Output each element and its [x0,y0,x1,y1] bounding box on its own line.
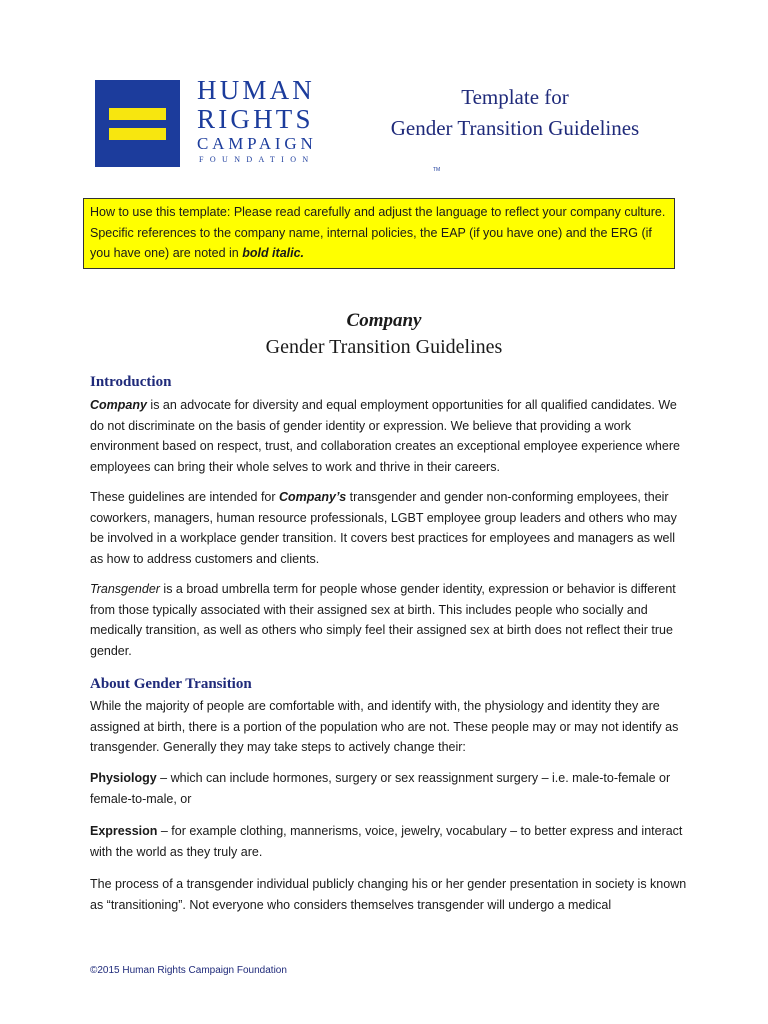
physiology-paragraph: Physiology – which can include hormones, surgery or sex reassignment surgery – i.e. male-to-female or female-to-male, or [90,771,671,806]
section-heading-introduction: Introduction [90,374,172,390]
expression-paragraph: Expression – for example clothing, mannerisms, voice, jewelry, vocabulary – to better express and interact with the world as they truly are. [90,824,683,859]
template-heading-line2: Gender Transition Guidelines [390,116,640,140]
intro-paragraph-3: Transgender is a broad umbrella term for people whose gender identity, expression or behavior is different from those typically associated with their assigned sex at birth. This includes people who socially and medically transition, as well as others who simply feel their assigned sex at birth does not reflect their true gender. [90,582,676,658]
hrc-wordmark: HUMAN RIGHTS CAMPAIGN FOUNDATION TM [197,75,441,173]
instructions-text: How to use this template: Please read carefully and adjust the language to reflect your company culture. Specific references to the company name, internal policies, the EAP (if you have one) and the ERG (if you have one) are noted in [90,205,666,260]
about-paragraph-4: The process of a transgender individual publicly changing his or her gender presentation in society is known as “transitioning”. Not everyone who considers themselves transgender will undergo a medical [90,877,687,912]
template-heading-line1: Template for [461,85,569,109]
intro-paragraph-1: Company is an advocate for diversity and equal employment opportunities for all qualified candidates. We do not discriminate on the basis of gender identity or expression. We believe that providing a work environment based on respect, trust, and collaboration creates an exceptional employee experience where employees can bring their whole selves to work and thrive in their careers. [90,398,680,474]
document-title-company: Company [346,310,422,331]
copyright-footer: ©2015 Human Rights Campaign Foundation [90,965,287,976]
about-paragraph-1: While the majority of people are comfortable with, and identify with, the physiology and identity they are assigned at birth, there is a portion of the population who are not. These people may or may not identify as transgender. Generally they may take steps to actively change their: [90,699,679,754]
instructions-emphasis: bold italic. [242,246,305,260]
document-title: Gender Transition Guidelines [265,336,503,358]
intro-paragraph-2: These guidelines are intended for Company’s transgender and gender non-conforming employees, their coworkers, managers, human resource professionals, LGBT employee group leaders and others who may be involved in a workplace gender transition. It covers best practices for employees and managers as well as how to address customers and clients. [90,490,677,566]
instructions-box [83,198,675,269]
hrc-equality-logo-icon [95,80,180,167]
section-heading-about-gender-transition: About Gender Transition [90,676,252,692]
template-heading [360,82,670,144]
